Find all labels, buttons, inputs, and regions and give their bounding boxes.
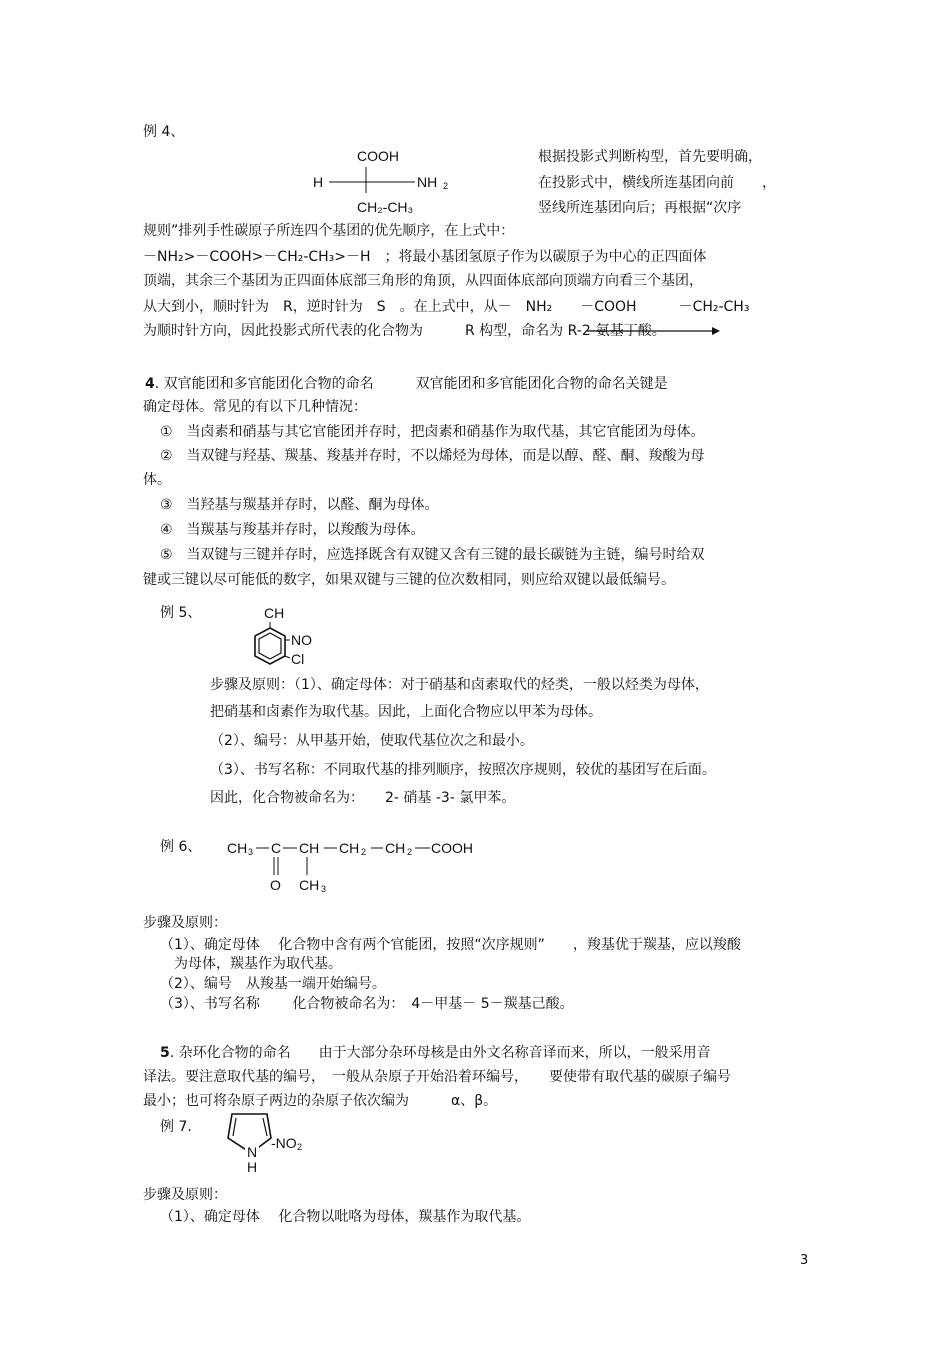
ex4-para-2: －NH₂>－COOH>－CH₂-CH₃>－H ；将最小基团氢原子作为以碳原子为中心的正四面体 <box>143 249 707 265</box>
nitropyrrole-structure <box>225 1108 325 1178</box>
svg-text:O: O <box>270 877 281 893</box>
svg-text:2: 2 <box>361 847 367 857</box>
fischer-top: COOH <box>357 148 399 164</box>
nitrogen-label: N <box>247 1144 258 1160</box>
ex7-label: 例 7. <box>160 1119 192 1135</box>
fischer-left: H <box>313 174 324 190</box>
svg-text:2: 2 <box>297 1142 303 1152</box>
ex7-head: 步骤及原则： <box>143 1187 227 1203</box>
sec4-item-5-cont: 键或三键以尽可能低的数字，如果双键与三键的位次数相同，则应给双键以最低编号。 <box>143 572 675 588</box>
sec5-title-text: . 杂环化合物的命名 由于大部分杂环母核是由外文名称音译而来，所以，一般采用音 <box>169 1045 711 1061</box>
sec4-item-3: ③ 当羟基与羰基并存时，以醛、酮为母体。 <box>160 497 439 513</box>
svg-text:CH: CH <box>299 877 320 893</box>
page-number: 3 <box>800 1253 809 1268</box>
nitro-chlorotoluene-structure <box>240 600 330 670</box>
sec5-para-1 <box>160 1044 711 1062</box>
svg-text:3: 3 <box>321 884 327 894</box>
nitro-label: -NO <box>271 1135 297 1151</box>
ex4-label: 例 4、 <box>143 124 185 140</box>
svg-text:COOH: COOH <box>431 840 473 856</box>
ex5-step-3: （2）、编号：从甲基开始，使取代基位次之和最小。 <box>210 733 534 749</box>
ex4-para-3: 顶端，其余三个基团为正四面体底部三角形的角顶，从四面体底部向顶端方向看三个基团， <box>143 273 703 289</box>
fischer-right: NH <box>417 174 438 190</box>
ex5-step-1: 步骤及原则：（1）、确定母体：对于硝基和卤素取代的烃类，一般以烃类为母体， <box>210 677 709 693</box>
hydrogen-label: H <box>247 1159 258 1175</box>
sec4-item-2-cont: 体。 <box>143 472 171 488</box>
sec4-title-2: 确定母体。常见的有以下几种情况： <box>143 399 367 415</box>
ex5-step-4: （3）、书写名称：不同取代基的排列顺序，按照次序规则，较优的基团写在后面。 <box>210 762 716 778</box>
svg-text:CH: CH <box>339 840 360 856</box>
sec4-item-1: ① 当卤素和硝基与其它官能团并存时，把卤素和硝基作为取代基，其它官能团为母体。 <box>160 424 705 440</box>
sec4-title-text: . 双官能团和多官能团化合物的命名 双官能团和多官能团化合物的命名关键是 <box>154 376 668 392</box>
ex5-label: 例 5、 <box>160 605 202 621</box>
ex7-step-1: （1）、确定母体 化合物以吡咯为母体，羰基作为取代基。 <box>160 1209 531 1225</box>
ex4-para-4: 从大到小，顺时针为 R，逆时针为 S 。在上式中，从－ NH₂ －COOH －CH₂-CH₃ <box>143 299 750 315</box>
svg-text:3: 3 <box>248 847 254 857</box>
cl-label: Cl <box>291 651 305 667</box>
fischer-projection <box>305 145 465 220</box>
svg-text:CH: CH <box>385 840 406 856</box>
ex4-para-5: 为顺时针方向，因此投影式所代表的化合物为 R 构型，命名为 R-2-氨基丁酸。 <box>143 323 666 339</box>
ex6-step-1: （1）、确定母体 化合物中含有两个官能团，按照“次序规则” ，羧基优于羰基，应以羧酸 <box>160 937 741 953</box>
no2-label: NO <box>291 632 312 648</box>
svg-text:C: C <box>271 840 282 856</box>
sec4-item-4: ④ 当羰基与羧基并存时，以羧酸为母体。 <box>160 522 425 538</box>
ex5-step-2: 把硝基和卤素作为取代基。因此，上面化合物应以甲苯为母体。 <box>210 704 602 720</box>
methyl-oxohexanoic-structure <box>225 835 485 895</box>
ex4-side-3: 竖线所连基团向后；再根据“次序 <box>538 200 742 216</box>
svg-text:2: 2 <box>407 847 413 857</box>
ex6-step-2: （2）、编号 从羧基一端开始编号。 <box>160 976 386 992</box>
sec4-item-2: ② 当双键与羟基、羰基、羧基并存时，不以烯烃为母体，而是以醇、醛、酮、羧酸为母 <box>160 448 705 464</box>
ex6-step-3: （3）、书写名称 化合物被命名为： 4－甲基－ 5－羰基己酸。 <box>160 996 574 1012</box>
fischer-bottom: CH₂-CH₃ <box>357 199 414 215</box>
ex4-para-1: 规则”排列手性碳原子所连四个基团的优先顺序，在上式中： <box>143 223 515 239</box>
svg-text:CH: CH <box>227 840 248 856</box>
ex5-step-5: 因此，化合物被命名为： 2- 硝基 -3- 氯甲苯。 <box>210 790 516 806</box>
ex6-head: 步骤及原则： <box>143 915 227 931</box>
sec4-title <box>145 375 668 393</box>
fischer-right-sub: 2 <box>443 181 449 191</box>
strikethrough-arrow <box>586 322 726 342</box>
sec5-para-3: 最小；也可将杂原子两边的杂原子依次编为 α、β。 <box>143 1093 498 1109</box>
ex4-side-2: 在投影式中，横线所连基团向前 ， <box>538 175 776 191</box>
ex4-side-1: 根据投影式判断构型，首先要明确， <box>538 149 762 165</box>
ex6-label: 例 6、 <box>160 839 202 855</box>
ex6-step-1-cont: 为母体，羰基作为取代基。 <box>174 956 342 972</box>
sec5-para-2: 译法。要注意取代基的编号， 一般从杂原子开始沿着环编号， 要使带有取代基的碳原子编号 <box>143 1069 731 1085</box>
sec5-number: 5 <box>160 1045 170 1061</box>
svg-text:CH: CH <box>299 840 320 856</box>
sec4-item-5: ⑤ 当双键与三键并存时，应选择既含有双键又含有三键的最长碳链为主链，编号时给双 <box>160 547 705 563</box>
ch3-label: CH <box>264 605 285 621</box>
sec4-number: 4 <box>145 376 155 392</box>
